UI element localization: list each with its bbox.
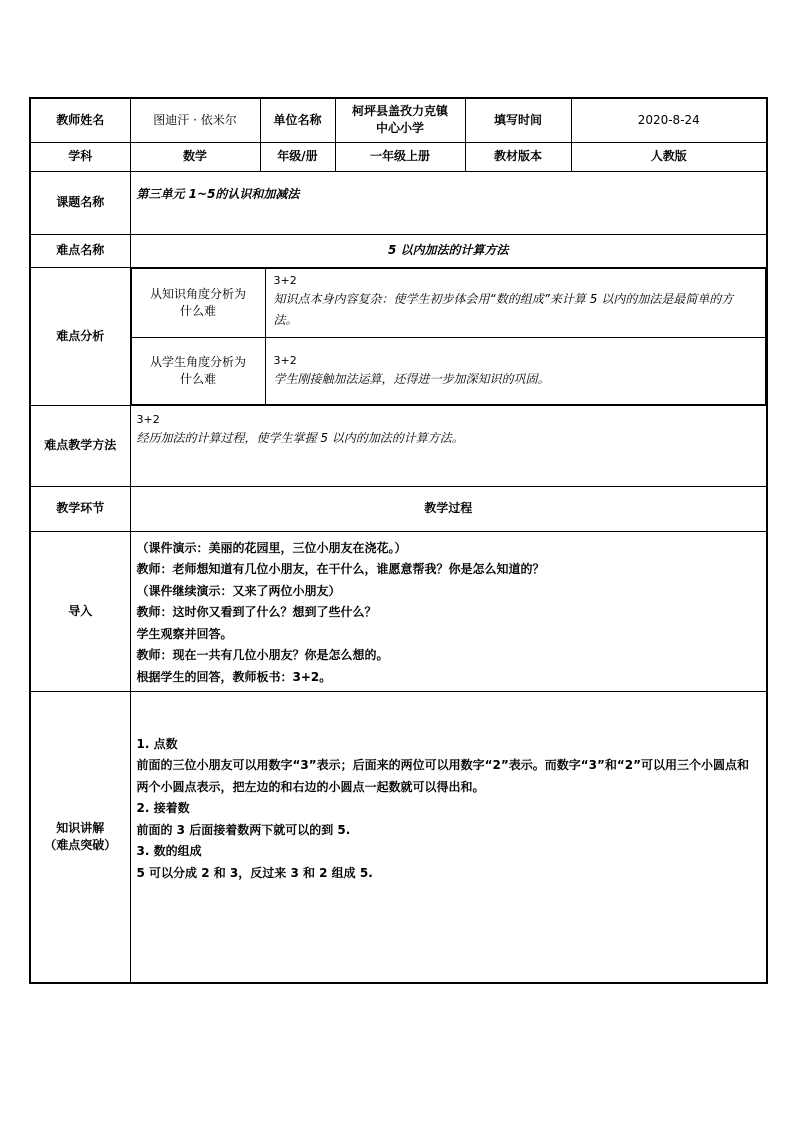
stage-header: 教学环节 <box>30 486 130 531</box>
edition-label: 教材版本 <box>465 142 571 171</box>
knowledge-angle-label <box>131 268 265 337</box>
student-text: 学生刚接触加法运算，还得进一步加深知识的巩固。 <box>273 371 550 386</box>
knowledge-line: 前面的 3 后面接着数两下就可以的到 5. <box>136 822 351 837</box>
method-tag: 3+2 <box>136 412 160 426</box>
student-angle-line1: 从学生角度分析为 <box>149 354 246 369</box>
student-angle-content <box>265 337 766 404</box>
topic-value: 第三单元 1~5的认识和加减法 <box>130 171 767 234</box>
method-label: 难点教学方法 <box>30 405 130 486</box>
difficulty-label: 难点名称 <box>30 234 130 267</box>
difficulty-row <box>30 234 767 267</box>
method-content <box>130 405 767 486</box>
grade-label: 年级/册 <box>260 142 335 171</box>
lesson-plan-table <box>29 97 768 984</box>
knowledge-angle-line2: 什么难 <box>179 303 216 318</box>
knowledge-row <box>30 691 767 983</box>
knowledge-label-line2: （难点突破） <box>44 837 117 852</box>
unit-label: 单位名称 <box>260 98 335 142</box>
date-value: 2020-8-24 <box>571 98 767 142</box>
knowledge-line: 1. 点数 <box>136 736 178 751</box>
intro-line: （课件演示：美丽的花园里，三位小朋友在浇花。） <box>136 540 407 555</box>
method-text: 经历加法的计算过程，使学生掌握 5 以内的加法的计算方法。 <box>136 430 464 445</box>
intro-line: 教师：这时你又看到了什么？想到了些什么？ <box>136 605 377 619</box>
intro-line: 学生观察并回答。 <box>136 626 233 641</box>
knowledge-line: 2. 接着数 <box>136 801 190 815</box>
intro-line: 教师：老师想知道有几位小朋友，在干什么，谁愿意帮我？你是怎么知道的？ <box>136 562 545 576</box>
student-angle-label <box>131 337 265 404</box>
intro-content <box>130 531 767 691</box>
knowledge-line: 前面的三位小朋友可以用数字“3”表示；后面来的两位可以用数字“2”表示。而数字“3”和“2”可以用三个小圆点和两个小圆点表示，把左边的和右边的小圆点一起数就可以得出和。 <box>136 758 749 794</box>
intro-line: （课件继续演示：又来了两位小朋友） <box>136 583 341 598</box>
analysis-detail <box>130 267 767 405</box>
edition-value: 人教版 <box>571 142 767 171</box>
subject-value: 数学 <box>130 142 260 171</box>
process-header-row <box>30 486 767 531</box>
topic-label: 课题名称 <box>30 171 130 234</box>
analysis-label: 难点分析 <box>30 267 130 405</box>
knowledge-angle-content <box>265 268 766 337</box>
unit-value-line2: 中心小学 <box>375 121 424 136</box>
header-row <box>30 98 767 142</box>
knowledge-content <box>130 691 767 983</box>
knowledge-line: 5 可以分成 2 和 3，反过来 3 和 2 组成 5. <box>136 865 373 880</box>
knowledge-line: 3. 数的组成 <box>136 844 202 858</box>
knowledge-label <box>30 691 130 983</box>
knowledge-text: 知识点本身内容复杂：使学生初步体会用“数的组成”来计算 5 以内的加法是最简单的方法。 <box>273 291 734 327</box>
teacher-label: 教师姓名 <box>30 98 130 142</box>
intro-line: 教师：现在一共有几位小朋友？你是怎么想的。 <box>136 648 389 662</box>
student-angle-line2: 什么难 <box>179 371 216 386</box>
date-label: 填写时间 <box>465 98 571 142</box>
teacher-value: 图迪汗 · 依米尔 <box>130 98 260 142</box>
process-header: 教学过程 <box>130 486 767 531</box>
knowledge-label-line1: 知识讲解 <box>56 820 105 835</box>
student-analysis-row <box>131 337 766 404</box>
intro-row <box>30 531 767 691</box>
knowledge-angle-line1: 从知识角度分析为 <box>149 286 246 301</box>
intro-line: 根据学生的回答，教师板书：3+2。 <box>136 669 332 684</box>
subject-row <box>30 142 767 171</box>
subject-label: 学科 <box>30 142 130 171</box>
unit-value-line1: 柯坪县盖孜力克镇 <box>351 104 448 119</box>
student-tag: 3+2 <box>273 353 297 367</box>
analysis-row <box>30 267 767 405</box>
grade-value: 一年级上册 <box>335 142 465 171</box>
method-row <box>30 405 767 486</box>
intro-label: 导入 <box>30 531 130 691</box>
knowledge-tag: 3+2 <box>273 273 297 287</box>
analysis-inner-table <box>131 268 767 405</box>
topic-row <box>30 171 767 234</box>
unit-value <box>335 98 465 142</box>
difficulty-value: 5 以内加法的计算方法 <box>130 234 767 267</box>
knowledge-analysis-row <box>131 268 766 337</box>
